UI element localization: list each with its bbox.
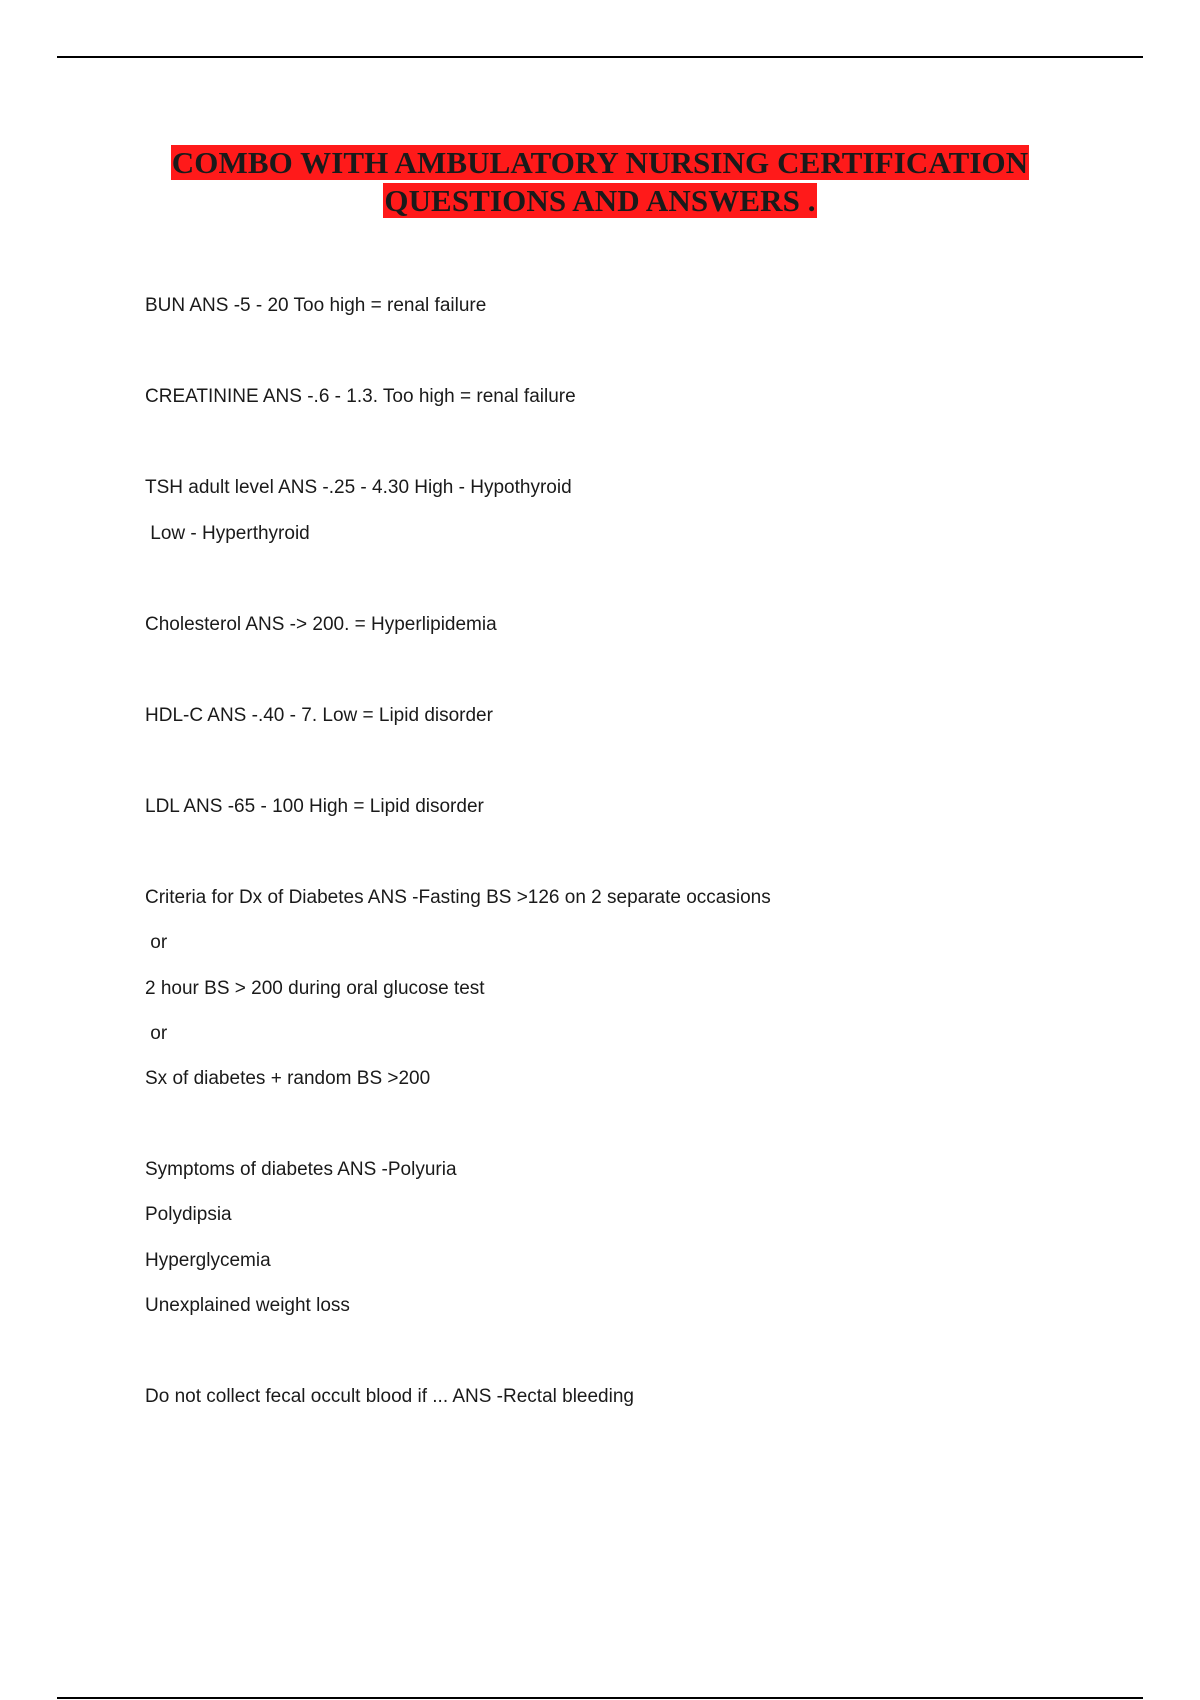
text-line: or [145,1023,168,1044]
text-line: Criteria for Dx of Diabetes ANS -Fasting BS >126 on 2 separate occasions [145,887,771,908]
text-line: Sx of diabetes + random BS >200 [145,1068,431,1089]
text-line: Do not collect fecal occult blood if ... ANS -Rectal bleeding [145,1386,634,1407]
text-line: TSH adult level ANS -.25 - 4.30 High - Hypothyroid [145,477,572,498]
text-line: Symptoms of diabetes ANS -Polyuria [145,1159,457,1180]
text-line: 2 hour BS > 200 during oral glucose test [145,978,485,999]
text-line: or [145,932,168,953]
text-line: Unexplained weight loss [145,1295,350,1316]
top-rule [57,56,1143,58]
text-line: Polydipsia [145,1204,232,1225]
text-line: Cholesterol ANS -> 200. = Hyperlipidemia [145,614,497,635]
title-line-2: QUESTIONS AND ANSWERS . [384,183,816,218]
text-line: HDL-C ANS -.40 - 7. Low = Lipid disorder [145,705,493,726]
text-line: BUN ANS -5 - 20 Too high = renal failure [145,295,487,316]
document-title [100,144,1100,220]
text-line: CREATININE ANS -.6 - 1.3. Too high = renal failure [145,386,576,407]
bottom-rule [57,1697,1143,1699]
title-line-1: COMBO WITH AMBULATORY NURSING CERTIFICATION [171,145,1029,180]
text-line: LDL ANS -65 - 100 High = Lipid disorder [145,796,484,817]
text-line: Hyperglycemia [145,1250,271,1271]
text-line: Low - Hyperthyroid [145,523,310,544]
